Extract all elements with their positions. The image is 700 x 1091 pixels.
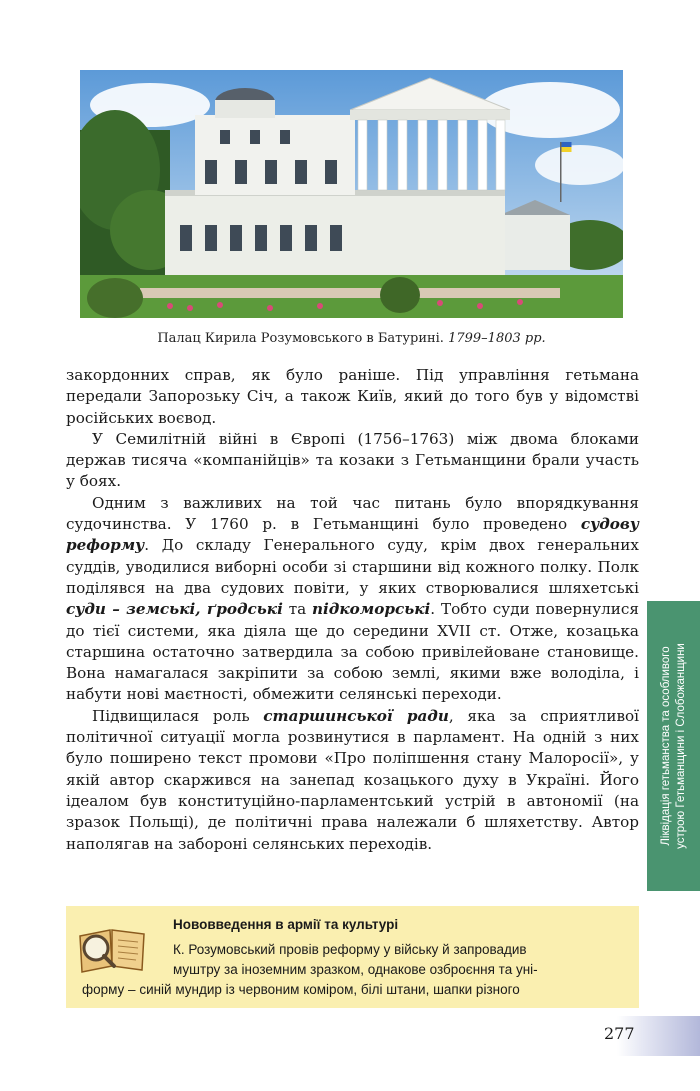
paragraph-text: У Семилітній війні в Європі (1756–1763) між двома блоками держав тисяча «компанійців» та козаки з Гетьманщини брали участь у боях. xyxy=(66,429,639,491)
info-box xyxy=(66,906,639,1008)
section-side-tab xyxy=(647,601,700,891)
paragraph-text: , яка за сприятливої політичної ситуації могла розвинутися в парламент. На одній з них було поширено текст промови «Про поліпшення стану Малоросії», у якій автор скаржився на занепад козацького духу в Україні. Його ідеалом був конституційно-парламентський устрій в автономії (на зразок Польщі), де політичні права належали б шляхетству. Автор наполягав на забороні селянських переходів. xyxy=(66,706,639,853)
info-box-title: Нововведення в армії та культурі xyxy=(173,917,399,932)
paragraph xyxy=(66,429,639,493)
side-tab-line-1: Ліквідація гетьманства та особливого xyxy=(659,646,672,846)
emphasized-term: підкоморські xyxy=(312,600,431,619)
caption-date: 1799–1803 рр. xyxy=(448,331,546,346)
paragraph-text: . Тобто суди повернулися до тієї системи, яка діяла ще до середини XVII ст. Отже, козацька старшина остаточно затвердила за собою привілейоване становище. Вона намагалася закріпити за собою землі, якими вже володіла, і набути нові маєтності, обмежити селянські переходи. xyxy=(66,600,639,704)
paragraph xyxy=(66,493,639,706)
figure-caption xyxy=(80,331,623,346)
paragraph xyxy=(66,706,639,855)
info-box-body xyxy=(82,940,627,1000)
side-tab-line-2: устрою Гетьманщини і Слобожанщини xyxy=(674,643,687,849)
paragraph-text: закордонних справ, як було раніше. Під управління гетьмана передали Запорозьку Січ, а також Київ, який до того був у відомстві російських воєвод. xyxy=(66,366,639,427)
info-box-line-1: К. Розумовський провів реформу у війську й запровадив xyxy=(173,942,527,957)
emphasized-term: судову реформу xyxy=(66,515,639,555)
paragraph-text: . До складу Генерального суду, крім двох генеральних суддів, уводилися виборні особи зі старшини від кожного полку. Полк поділявся на два судових повіти, у яких створювалися шляхетські xyxy=(66,536,639,597)
info-box-line-3: форму – синій мундир із червоним коміром, білі штани, шапки різного xyxy=(82,982,520,997)
paragraph xyxy=(66,365,639,429)
paragraph-text: Підвищилася роль xyxy=(92,706,264,725)
emphasized-term: суди – земські, ґродські xyxy=(66,600,283,619)
caption-text: Палац Кирила Розумовського в Батурині. xyxy=(157,331,444,346)
palace-photo xyxy=(80,70,623,318)
body-text xyxy=(66,365,639,855)
page-number: 277 xyxy=(604,1024,635,1043)
emphasized-term: старшинської ради xyxy=(263,706,449,725)
paragraph-text: та xyxy=(282,600,312,619)
info-box-line-2: муштру за іноземним зразком, однакове озброєння та уні- xyxy=(173,962,538,977)
side-tab-label xyxy=(659,606,689,886)
paragraph-text: Одним з важливих на той час питань було впорядкування судочинства. У 1760 р. в Гетьманщині було проведено xyxy=(66,493,639,534)
